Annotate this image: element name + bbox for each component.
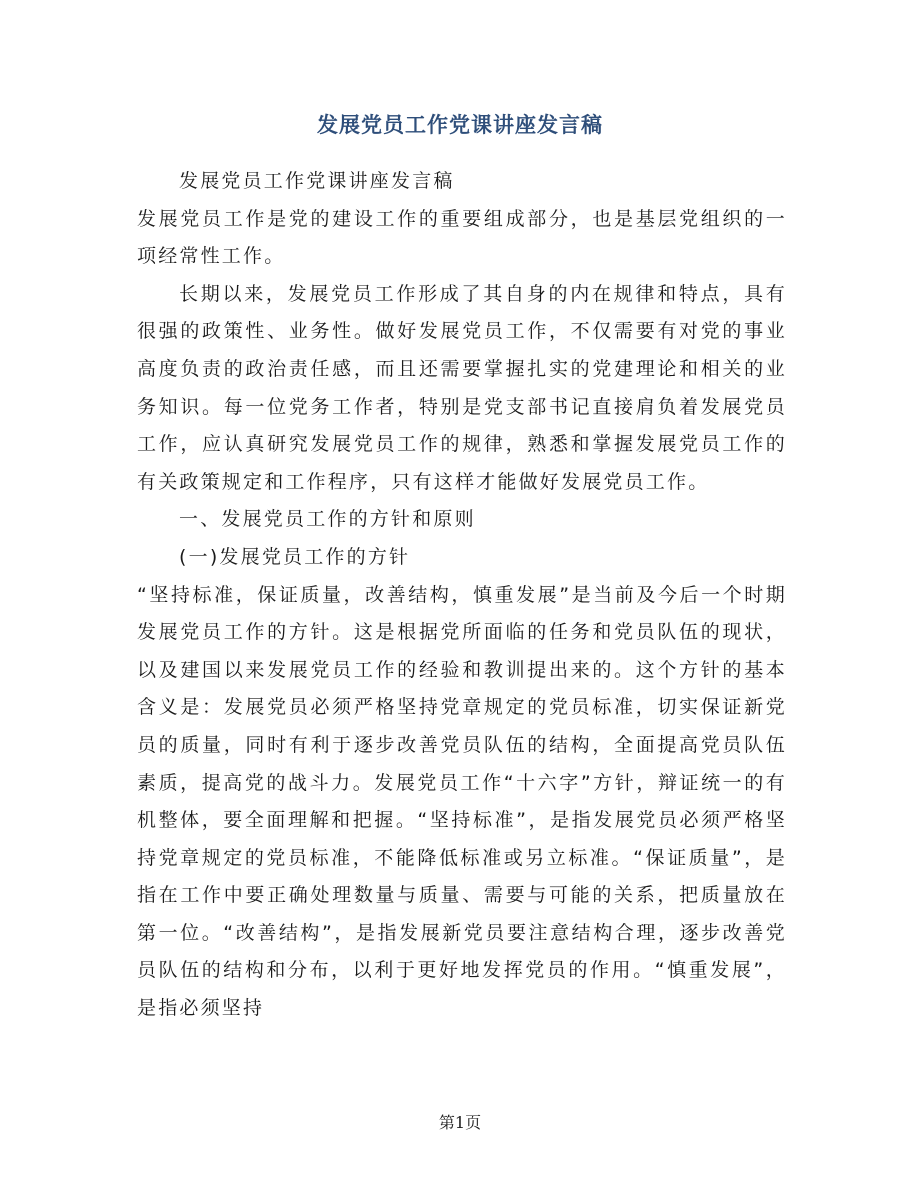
paragraph-subtitle: 发展党员工作党课讲座发言稿 (179, 170, 455, 192)
document-body (137, 163, 787, 1028)
paragraph-policy: “坚持标准，保证质量，改善结构，慎重发展”是当前及今后一个时期发展党员工作的方针。这是根据党所面临的任务和党员队伍的现状，以及建国以来发展党员工作的经验和教训提出来的。这个方针的基本含义是：发展党员必须严格坚持党章规定的党员标准，切实保证新党员的质量，同时有利于逐步改善党员队伍的结构，全面提高党员队伍素质，提高党的战斗力。发展党员工作“十六字”方针，辩证统一的有机整体，要全面理解和把握。“坚持标准”，是指发展党员必须严格坚持党章规定的党员标准，不能降低标准或另立标准。“保证质量”，是指在工作中要正确处理数量与质量、需要与可能的关系，把质量放在第一位。“改善结构”，是指发展新党员要注意结构合理，逐步改善党员队伍的结构和分布，以利于更好地发挥党员的作用。“慎重发展”，是指必须坚持 (137, 583, 787, 1020)
subsection-heading: (一)发展党员工作的方针 (179, 545, 411, 568)
paragraph-intro: 发展党员工作是党的建设工作的重要组成部分，也是基层党组织的一项经常性工作。 (137, 207, 787, 268)
paragraph-background: 长期以来，发展党员工作形成了其自身的内在规律和特点，具有很强的政策性、业务性。做好发展党员工作，不仅需要有对党的事业高度负责的政治责任感，而且还需要掌握扎实的党建理论和相关的业务知识。每一位党务工作者，特别是党支部书记直接肩负着发展党员工作，应认真研究发展党员工作的规律，熟悉和掌握发展党员工作的有关政策规定和工作程序，只有这样才能做好发展党员工作。 (137, 282, 787, 493)
page-title: 发展党员工作党课讲座发言稿 (317, 113, 603, 137)
section-heading: 一、发展党员工作的方针和原则 (179, 508, 476, 531)
page-number: 第1页 (438, 1113, 482, 1132)
